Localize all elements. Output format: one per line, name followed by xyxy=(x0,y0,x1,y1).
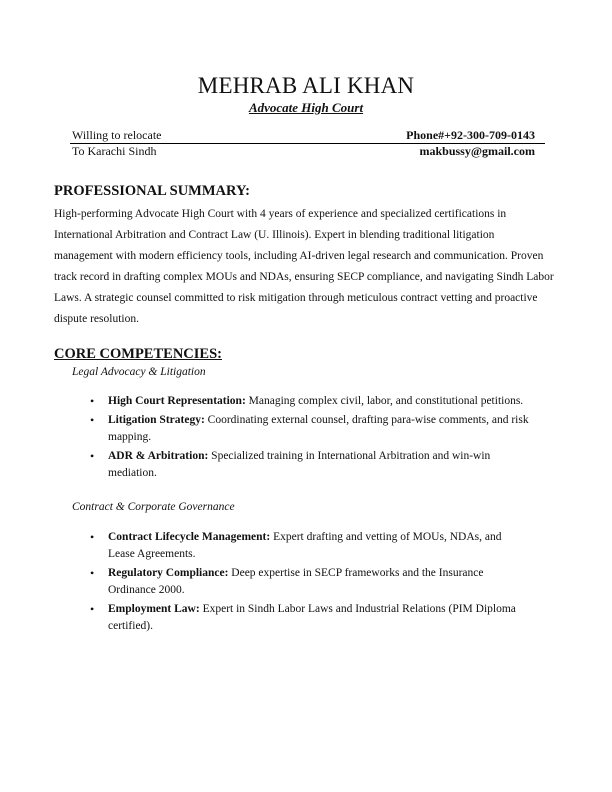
competency-item xyxy=(90,393,530,410)
candidate-name: MEHRAB ALI KHAN xyxy=(197,73,415,98)
email-address: makbussy@gmail.com xyxy=(419,144,535,158)
contact-row-2 xyxy=(70,144,545,159)
competency-item xyxy=(90,529,530,563)
bullet-icon: • xyxy=(90,394,95,408)
relocation-line-1: Willing to relocate xyxy=(72,128,162,142)
summary-heading: PROFESSIONAL SUMMARY: xyxy=(54,183,250,199)
competency-group-title: Legal Advocacy & Litigation xyxy=(72,366,206,378)
competency-label: Contract Lifecycle Management: xyxy=(108,531,271,543)
bullet-icon: • xyxy=(90,530,95,544)
bullet-icon: • xyxy=(90,602,95,616)
competency-item xyxy=(90,565,530,599)
competency-label: Litigation Strategy: xyxy=(108,414,205,426)
competency-description: Expert in Sindh Labor Laws and Industrial Relations (PIM Diploma certified). xyxy=(108,603,516,632)
competency-label: High Court Representation: xyxy=(108,395,246,407)
contact-row-1 xyxy=(70,128,545,143)
competency-description: Managing complex civil, labor, and constitutional petitions. xyxy=(245,395,524,407)
competency-description: Deep expertise in SECP frameworks and the Insurance Ordinance 2000. xyxy=(108,567,484,596)
competency-label: Employment Law: xyxy=(108,603,200,615)
competency-item xyxy=(90,448,530,482)
competency-description: Coordinating external counsel, drafting para-wise comments, and risk mapping. xyxy=(108,414,529,443)
competency-list-litigation xyxy=(90,393,530,484)
relocation-line-2: To Karachi Sindh xyxy=(72,144,157,158)
competency-description: Expert drafting and vetting of MOUs, NDAs, and Lease Agreements. xyxy=(108,531,502,560)
competency-label: ADR & Arbitration: xyxy=(108,450,209,462)
candidate-title: Advocate High Court xyxy=(248,100,364,115)
bullet-icon: • xyxy=(90,449,95,463)
bullet-icon: • xyxy=(90,413,95,427)
bullet-icon: • xyxy=(90,566,95,580)
competencies-heading: CORE COMPETENCIES: xyxy=(54,346,222,362)
summary-text: High-performing Advocate High Court with 4 years of experience and specialized certifications in International Arbitration and Contract Law (U. Illinois). Expert in blending traditional litigation management with modern efficiency tools, including AI-driven legal research and communication. Proven track record in drafting complex MOUs and NDAs, ensuring SECP compliance, and navigating Sindh Labor Laws. A strategic counsel committed to risk mitigation through meticulous contract vetting and proactive dispute resolution. xyxy=(54,208,554,325)
competency-item xyxy=(90,601,530,635)
competency-label: Regulatory Compliance: xyxy=(108,567,229,579)
competency-list-contract xyxy=(90,529,530,637)
competency-group-title: Contract & Corporate Governance xyxy=(72,501,235,513)
competency-description: Specialized training in International Arbitration and win-win mediation. xyxy=(108,450,491,479)
phone-number: Phone#+92-300-709-0143 xyxy=(406,128,535,142)
competency-item xyxy=(90,412,530,446)
